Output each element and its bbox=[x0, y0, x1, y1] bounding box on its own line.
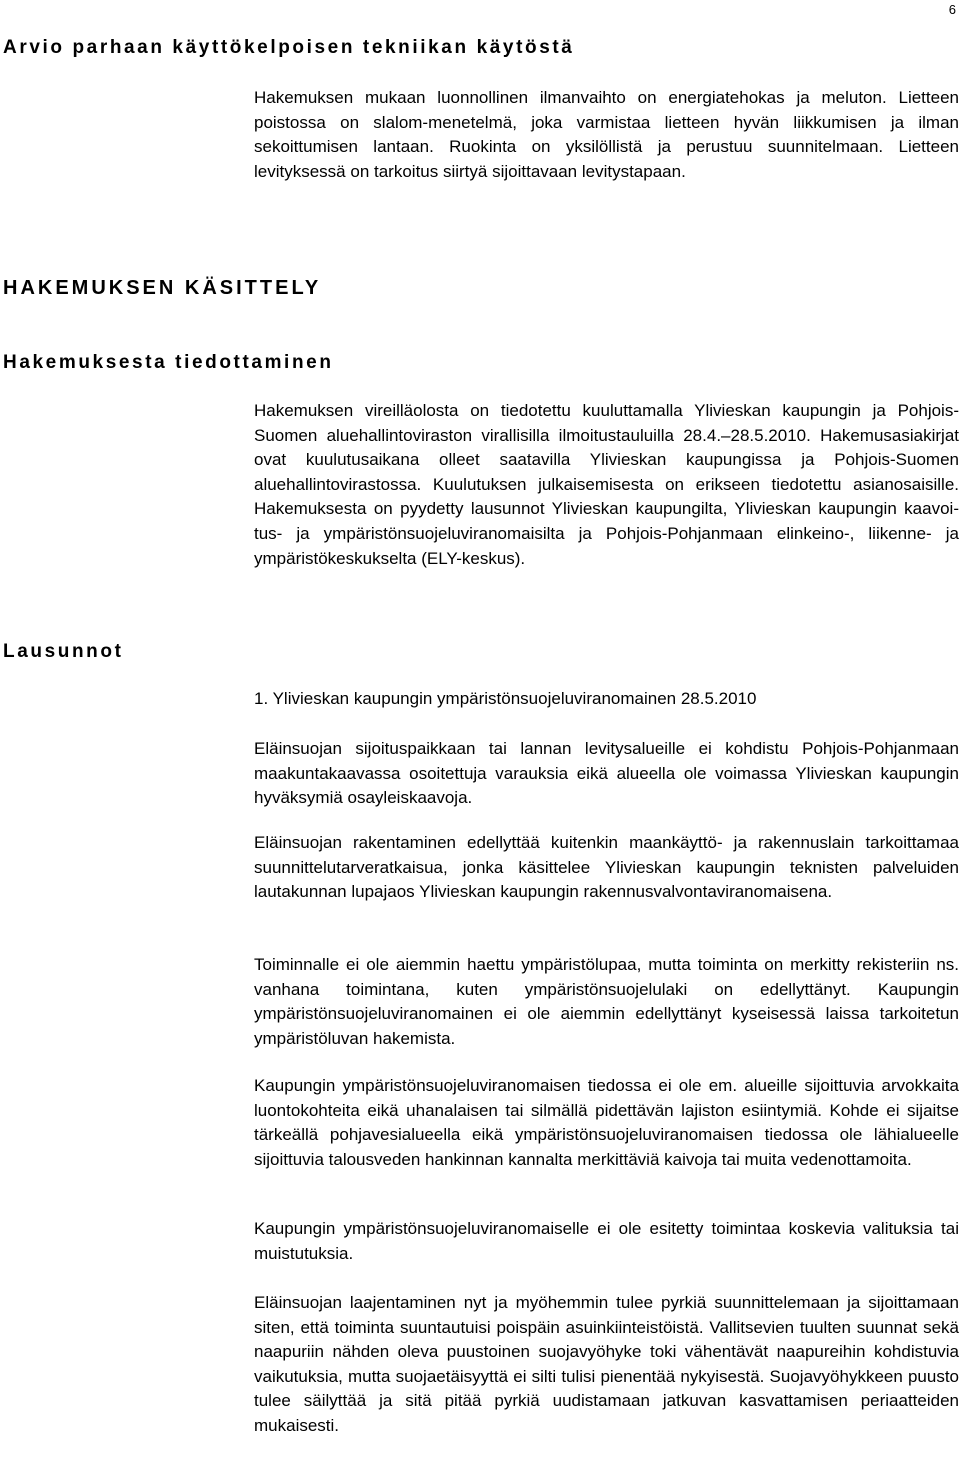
statement-paragraph-3 bbox=[254, 953, 959, 1051]
paragraph: Hakemuksen mukaan luonnollinen ilmanvaihto on energiatehokas ja meluton. Lietteen poistossa on slalom-menetelmä, joka varmistaa lietteen hyvän liikkumisen ja ilman sekoittumisen lantaan. Ruokinta on yksilöllistä ja perustuu suunnitelmaan. Lietteen levityksessä on tarkoitus siirtyä sijoittavaan levitystapaan. bbox=[254, 88, 959, 181]
page-number: 6 bbox=[948, 2, 956, 17]
statement-paragraph-4 bbox=[254, 1074, 959, 1172]
paragraph: Kaupungin ympäristönsuojeluviranomaisen tiedossa ei ole em. alueille sijoittuvia arvokkaita luontokohteita eikä uhanalaisen tai silmällä pidettävän lajiston esiintymiä. Kohde ei sijaitse tärkeällä pohjavesialueella eikä ympäristönsuojeluviranomaisen tiedossa ole lähialueelle sijoittuvia talousveden hankinnan kannalta merkittäviä kaivoja tai muita vedenottamoita. bbox=[254, 1076, 959, 1169]
paragraph: Toiminnalle ei ole aiemmin haettu ympäristölupaa, mutta toiminta on merkitty rekisteriin ns. vanhana toimintana, kuten ympäristönsuojelulaki on edellyttänyt. Kaupungin ympäristönsuojeluviranomainen ei ole aiemmin edellyttänyt kyseisessä laissa tarkoitetun ympäristöluvan hakemista. bbox=[254, 955, 959, 1048]
statement-paragraph-5 bbox=[254, 1217, 959, 1266]
notification-paragraph bbox=[254, 399, 959, 571]
statement-paragraph-2 bbox=[254, 831, 959, 905]
statement-paragraph-6 bbox=[254, 1291, 959, 1439]
statement-paragraph-1 bbox=[254, 737, 959, 811]
section-heading-statements: Lausunnot bbox=[3, 641, 124, 662]
paragraph: Hakemuksen vireilläolosta on tiedotettu kuuluttamalla Ylivieskan kaupungin ja Pohjois-Suomen aluehallintoviraston virallisilla ilmoitustauluilla 28.4.–28.5.2010. Hakemusasiakirjat ovat kuulutusaikana olleet saatavilla Ylivieskan kaupungissa ja Pohjois-Suomen aluehallintovirastossa. Kuulutuksen julkaisemisesta on erikseen tiedotettu asianosaisille. Hakemuksesta on pyydetty lausunnot Ylivieskan kaupungilta, Ylivieskan kaupungin kaavoitus- ja ympäristönsuojeluviranomaisilta ja Pohjois-Pohjanmaan elinkeino-, liikenne- ja ympäristökeskukselta (ELY-keskus). bbox=[254, 401, 959, 568]
main-heading: HAKEMUKSEN KÄSITTELY bbox=[3, 277, 322, 299]
paragraph: Eläinsuojan rakentaminen edellyttää kuitenkin maankäyttö- ja rakennuslain tarkoittamaa suunnittelutarveratkaisua, jonka käsittelee Ylivieskan kaupungin teknisten palveluiden lautakunnan lupajaos Ylivieskan kaupungin rakennusvalvontaviranomaisena. bbox=[254, 833, 959, 902]
paragraph: Eläinsuojan sijoituspaikkaan tai lannan levitysalueille ei kohdistu Pohjois-Pohjanmaan maakuntakaavassa osoitettuja varauksia eikä alueella ole voimassa Ylivieskan kaupungin hyväksymiä osayleiskaavoja. bbox=[254, 739, 959, 808]
section-heading-notification: Hakemuksesta tiedottaminen bbox=[3, 352, 334, 373]
section-heading-bat: Arvio parhaan käyttökelpoisen tekniikan käytöstä bbox=[3, 37, 575, 58]
paragraph: Kaupungin ympäristönsuojeluviranomaiselle ei ole esitetty toimintaa koskevia valituksia tai muistutuksia. bbox=[254, 1219, 959, 1263]
paragraph: Eläinsuojan laajentaminen nyt ja myöhemmin tulee pyrkiä suunnittelemaan ja sijoittamaan siten, että toiminta suuntautuisi poispäin asuinkiinteistöistä. Vallitsevien tuulten suunnat sekä naapuriin nähden oleva puustoinen suojavyöhyke toki vähentävät naapureihin kohdistuvia vaikutuksia, mutta suojaetäisyyttä ei silti tulisi pienentää nykyisestä. Suojavyöhykkeen puusto tulee säilyttää ja sitä pitää pyrkiä uudistamaan jatkuvan kasvattamisen periaatteiden mukaisesti. bbox=[254, 1293, 959, 1435]
statement-item-title: 1. Ylivieskan kaupungin ympäristönsuojeluviranomainen 28.5.2010 bbox=[254, 689, 757, 708]
bat-paragraph bbox=[254, 86, 959, 184]
